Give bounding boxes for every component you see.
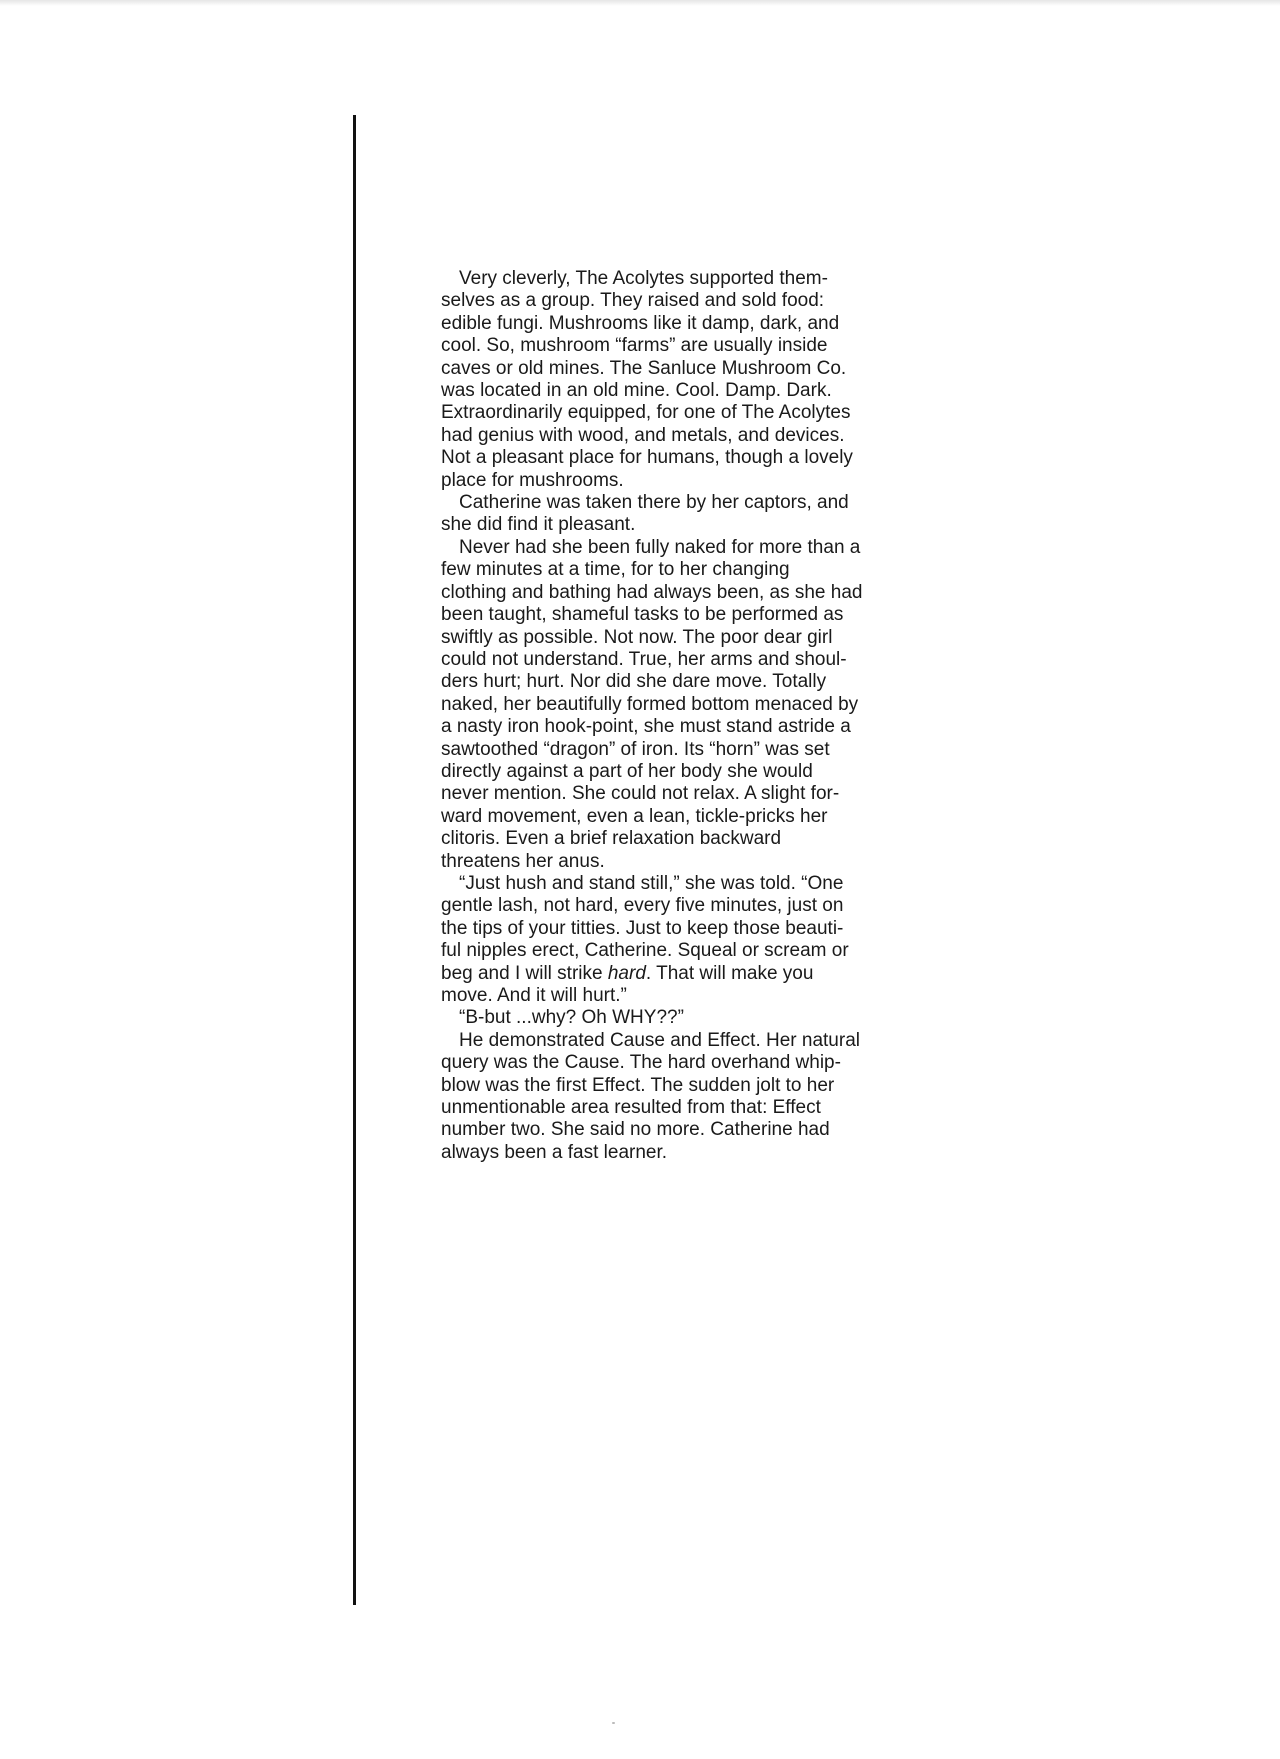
text-line: ful nipples erect, Catherine. Squeal or scream or — [441, 940, 849, 962]
text-line: query was the Cause. The hard overhand whip- — [441, 1052, 841, 1074]
text-line: ward movement, even a lean, tickle-pricks her — [441, 805, 828, 827]
text-line: had genius with wood, and metals, and devices. — [441, 424, 845, 446]
text-line: naked, her beautifully formed bottom menaced by — [441, 693, 859, 715]
text-line: been taught, shameful tasks to be performed as — [441, 604, 844, 626]
text-line: caves or old mines. The Sanluce Mushroom Co. — [441, 357, 847, 379]
text-line: could not understand. True, her arms and shoul- — [441, 648, 847, 670]
text-line: few minutes at a time, for to her changing — [441, 559, 790, 581]
text-line: she did find it pleasant. — [441, 514, 636, 536]
text-line: clothing and bathing had always been, as she had — [441, 581, 863, 603]
emphasis-word: hard — [607, 962, 646, 984]
text-line: place for mushrooms. — [441, 469, 624, 491]
text-line-with-emphasis — [441, 963, 931, 985]
text-segment: . That will make you — [645, 962, 814, 984]
text-line: cool. So, mushroom “farms” are usually inside — [441, 335, 828, 357]
text-line: “B-but ...why? Oh WHY??” — [459, 1007, 684, 1029]
text-line: always been a fast learner. — [441, 1141, 668, 1163]
text-line: Never had she been fully naked for more than a — [459, 536, 861, 558]
text-line: sawtoothed “dragon” of iron. Its “horn” was set — [441, 738, 830, 760]
text-line: directly against a part of her body she would — [441, 760, 813, 782]
text-line: move. And it will hurt.” — [441, 985, 627, 1006]
margin-rule — [353, 115, 356, 1605]
text-line: swiftly as possible. Not now. The poor dear girl — [441, 626, 833, 648]
text-line: was located in an old mine. Cool. Damp. Dark. — [441, 380, 832, 402]
text-line: “Just hush and stand still,” she was told. “One — [459, 872, 844, 894]
text-line: blow was the first Effect. The sudden jolt to her — [441, 1074, 835, 1096]
text-line: clitoris. Even a brief relaxation backward — [441, 828, 782, 850]
body-text — [441, 268, 931, 1164]
scan-speck — [612, 1722, 615, 1724]
text-line: never mention. She could not relax. A slight for- — [441, 783, 840, 805]
text-line: Not a pleasant place for humans, though a lovely — [441, 447, 853, 469]
text-line: selves as a group. They raised and sold food: — [441, 290, 825, 312]
text-line: threatens her anus. — [441, 850, 605, 872]
text-line: Catherine was taken there by her captors, and — [459, 492, 849, 514]
text-line: the tips of your titties. Just to keep those beauti- — [441, 917, 844, 939]
text-line: a nasty iron hook-point, she must stand astride a — [441, 716, 851, 738]
text-line: gentle lash, not hard, every five minutes, just on — [441, 895, 844, 917]
text-line: ders hurt; hurt. Nor did she dare move. Totally — [441, 671, 827, 693]
scan-top-shadow — [0, 0, 1280, 6]
text-line: He demonstrated Cause and Effect. Her natural — [459, 1029, 860, 1051]
text-line: Extraordinarily equipped, for one of The Acolytes — [441, 402, 851, 424]
text-line: number two. She said no more. Catherine had — [441, 1119, 830, 1141]
text-line: Very cleverly, The Acolytes supported them- — [459, 268, 828, 289]
text-segment: beg and I will strike — [441, 962, 608, 984]
text-line: unmentionable area resulted from that: Effect — [441, 1097, 821, 1119]
text-line: edible fungi. Mushrooms like it damp, dark, and — [441, 312, 840, 334]
